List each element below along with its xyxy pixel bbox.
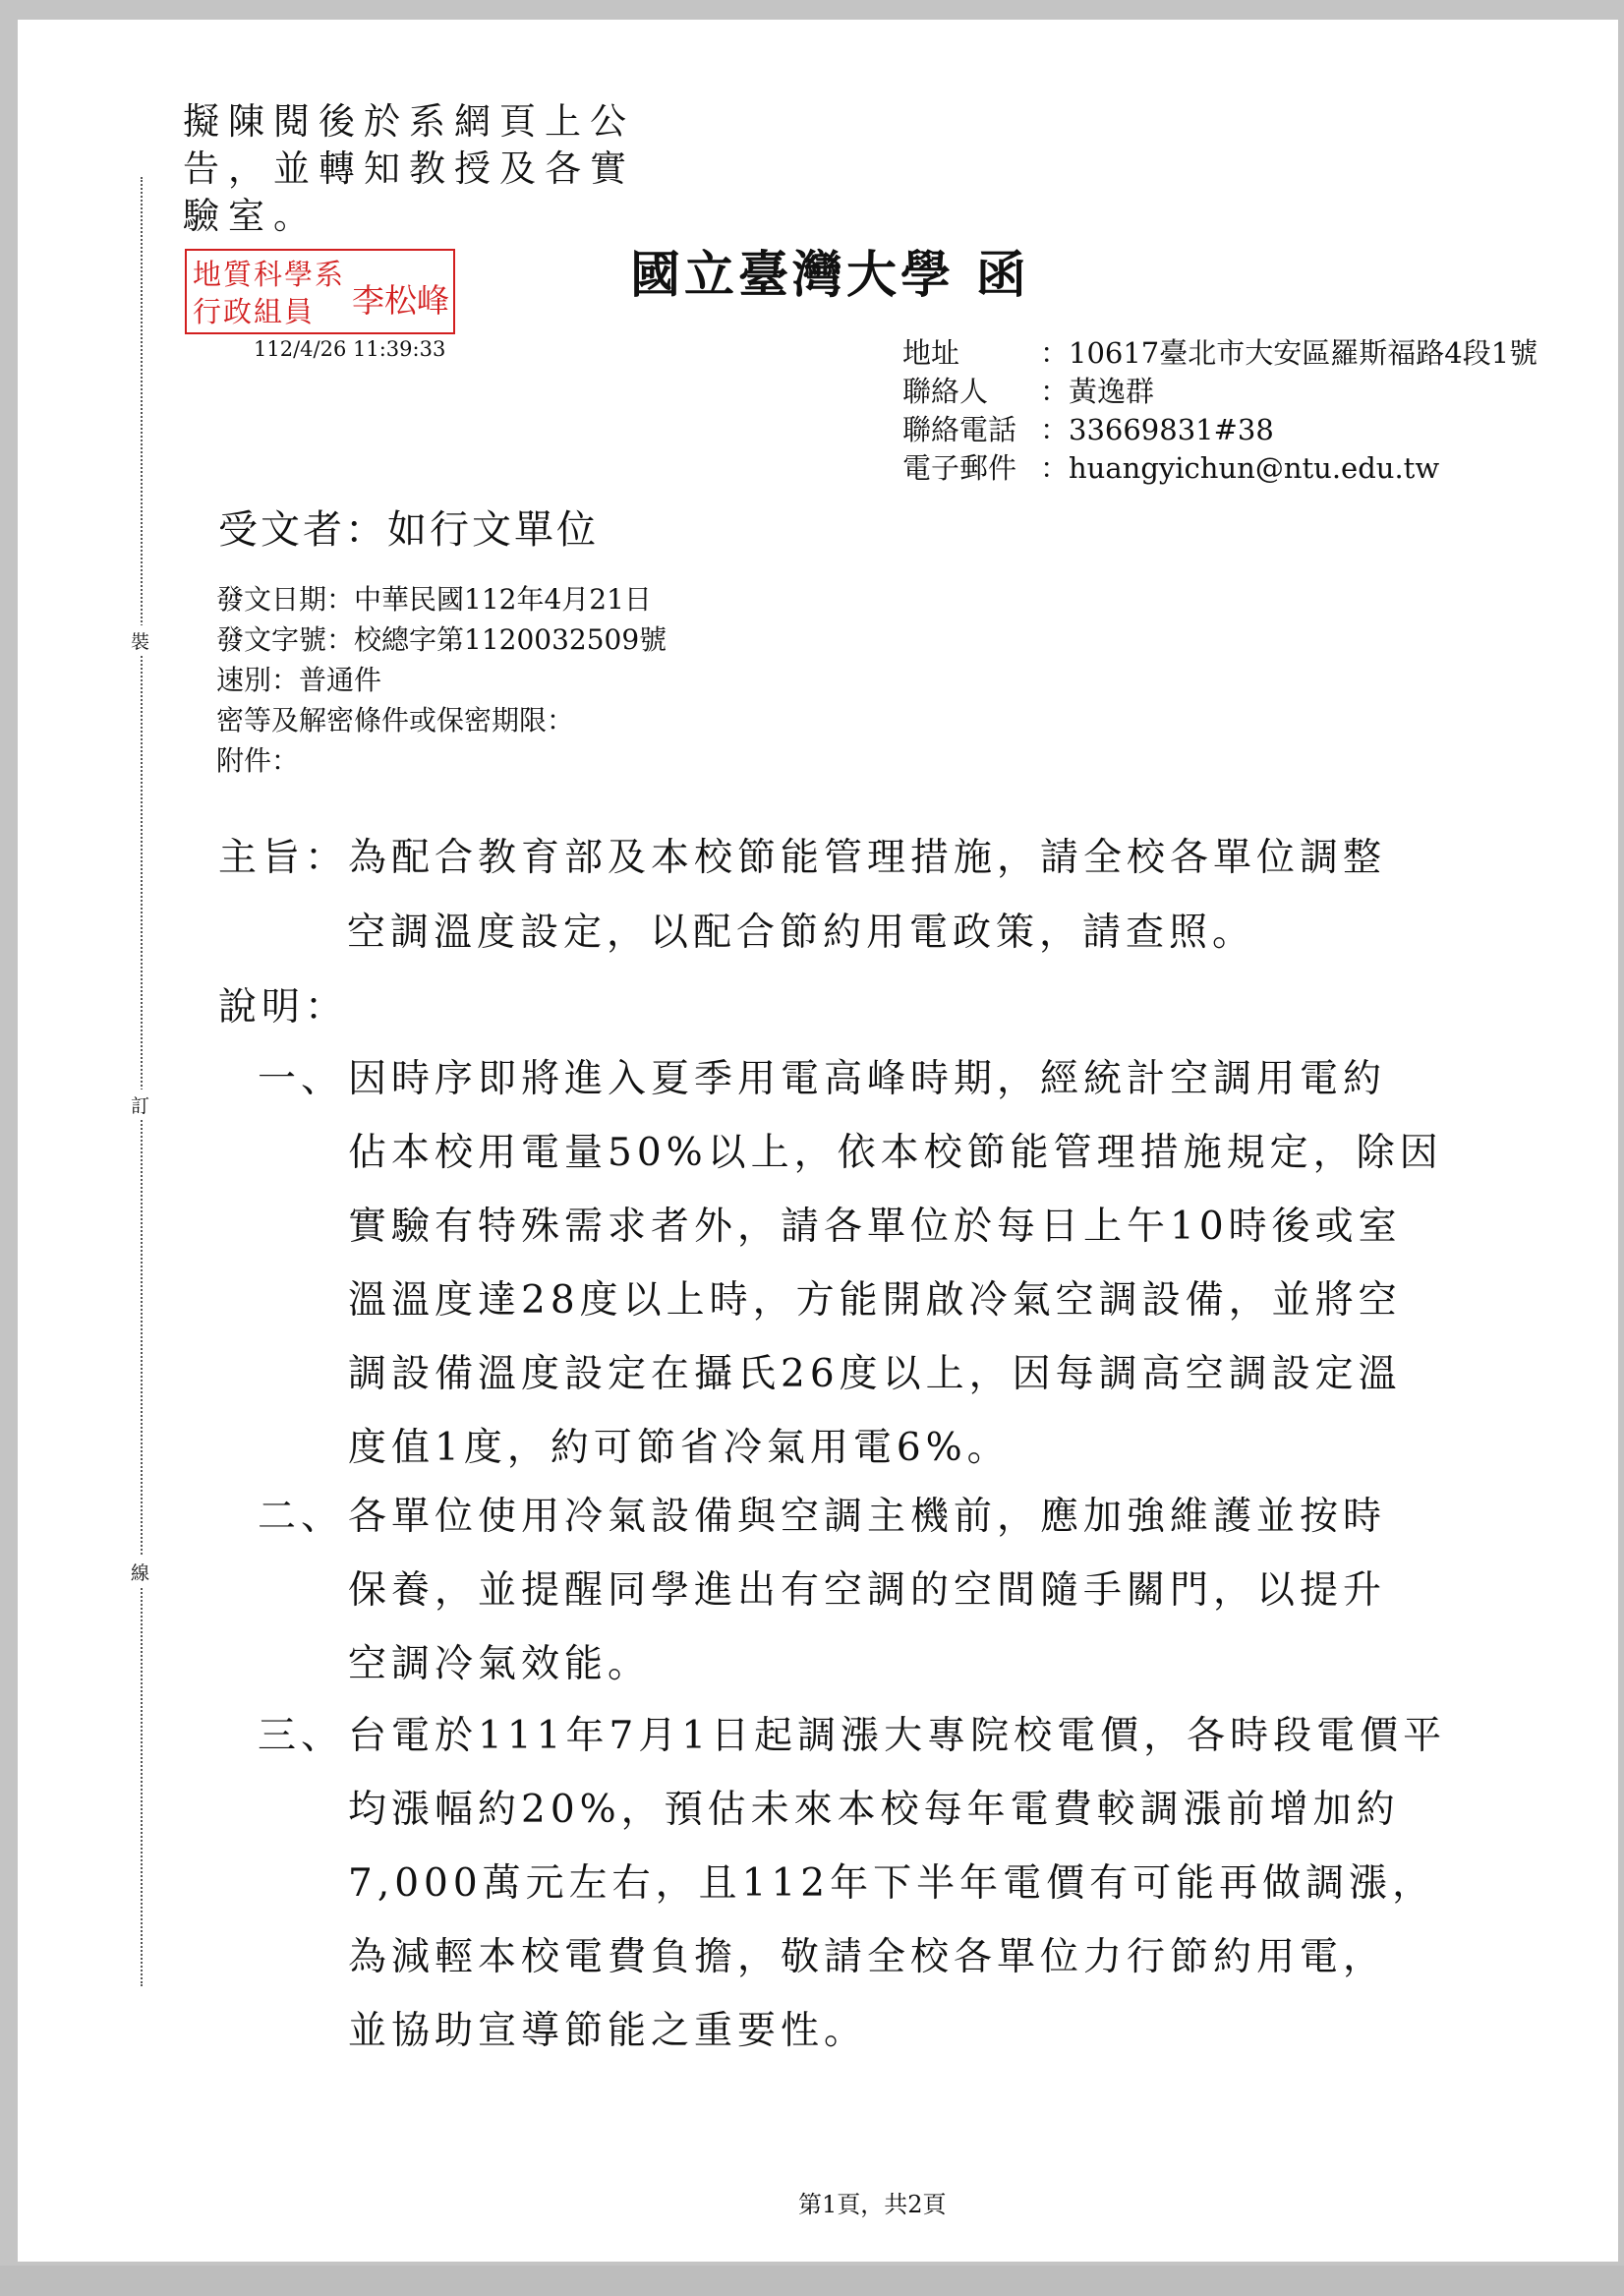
handwritten-memo-note: [183, 98, 635, 240]
item-line: 佔本校用電量50%以上，依本校節能管理措施規定，除因: [348, 1131, 1443, 1175]
approval-stamp: [185, 249, 455, 334]
item-number: 二、: [258, 1495, 345, 1539]
stamp-unit-line1: 地質科學系: [193, 258, 346, 291]
viewer-bottom-bar: [0, 2266, 1624, 2296]
binding-mark-xian: 線: [131, 1557, 149, 1587]
phone-label: 聯絡電話: [902, 413, 1017, 446]
secrecy-level: 密等及解密條件或保密期限：: [216, 704, 575, 736]
item-line: 為減輕本校電費負擔，敬請全校各單位力行節約用電，: [348, 1935, 1387, 1979]
document-number: 發文字號：校總字第1120032509號: [216, 623, 667, 656]
memo-line: 驗室。: [183, 195, 319, 237]
explanation-item-1: [258, 1042, 1443, 1485]
stamp-unit-line2: 行政組員: [193, 295, 316, 328]
memo-line: 擬陳閱後於系網頁上公: [183, 100, 635, 143]
recipient: 受文者：如行文單位: [218, 507, 599, 553]
phone-value: ：33669831#38: [1040, 413, 1274, 446]
binding-mark-zhuang: 裝: [131, 625, 149, 656]
memo-line: 告，並轉知教授及各實: [183, 147, 635, 190]
item-line: 因時序即將進入夏季用電高峰時期，經統計空調用電約: [348, 1057, 1387, 1101]
item-line: 度值1度，約可節省冷氣用電6%。: [348, 1426, 1011, 1470]
explanation-item-3: [258, 1699, 1446, 2068]
stamp-timestamp: 112/4/26 11:39:33: [254, 337, 446, 361]
item-number: 一、: [258, 1057, 345, 1101]
stamp-name: 李松峰: [352, 281, 449, 320]
subject: [218, 821, 1386, 971]
contact-person-label: 聯絡人: [902, 375, 989, 408]
email-value: ：huangyichun@ntu.edu.tw: [1040, 451, 1440, 485]
item-line: 實驗有特殊需求者外，請各單位於每日上午10時後或室: [348, 1205, 1402, 1249]
address-label: 地址: [902, 336, 960, 370]
document-meta: [216, 579, 667, 781]
contact-person-value: ：黃逸群: [1040, 375, 1155, 408]
issue-date: 發文日期：中華民國112年4月21日: [216, 583, 652, 616]
subject-line: 空調溫度設定，以配合節約用電政策，請查照。: [347, 911, 1256, 955]
item-line: 7,000萬元左右，且112年下半年電價有可能再做調漲，: [348, 1861, 1436, 1906]
stamp-unit: [193, 256, 345, 330]
email-label: 電子郵件: [902, 451, 1017, 485]
page-number: 第1頁，共2頁: [798, 2191, 947, 2218]
item-line: 空調冷氣效能。: [348, 1642, 652, 1686]
binding-mark-ding: 訂: [131, 1089, 149, 1120]
item-number: 三、: [258, 1714, 345, 1758]
item-line: 各單位使用冷氣設備與空調主機前，應加強維護並按時: [348, 1495, 1387, 1539]
item-line: 均漲幅約20%，預估未來本校每年電費較調漲前增加約: [348, 1788, 1400, 1832]
item-line: 保養，並提醒同學進出有空調的空間隨手關門，以提升: [348, 1568, 1387, 1613]
item-line: 調設備溫度設定在攝氏26度以上，因每調高空調設定溫: [348, 1352, 1402, 1396]
subject-line: 主旨：為配合教育部及本校節能管理措施，請全校各單位調整: [218, 836, 1387, 880]
explanation-heading: 說明：: [218, 985, 349, 1030]
item-line: 並協助宣導節能之重要性。: [348, 2009, 868, 2053]
explanation-item-2: [258, 1480, 1386, 1701]
contact-block: [902, 334, 1537, 488]
item-line: 溫溫度達28度以上時，方能開啟冷氣空調設備，並將空: [348, 1278, 1402, 1323]
item-line: 台電於111年7月1日起調漲大專院校電價，各時段電價平: [348, 1714, 1447, 1758]
document-title: 國立臺灣大學 函: [630, 246, 1030, 305]
binding-line: [141, 177, 143, 1986]
attachment: 附件：: [216, 744, 300, 777]
address-value: ：10617臺北市大安區羅斯福路4段1號: [1040, 336, 1538, 370]
delivery-speed: 速別：普通件: [216, 664, 382, 696]
